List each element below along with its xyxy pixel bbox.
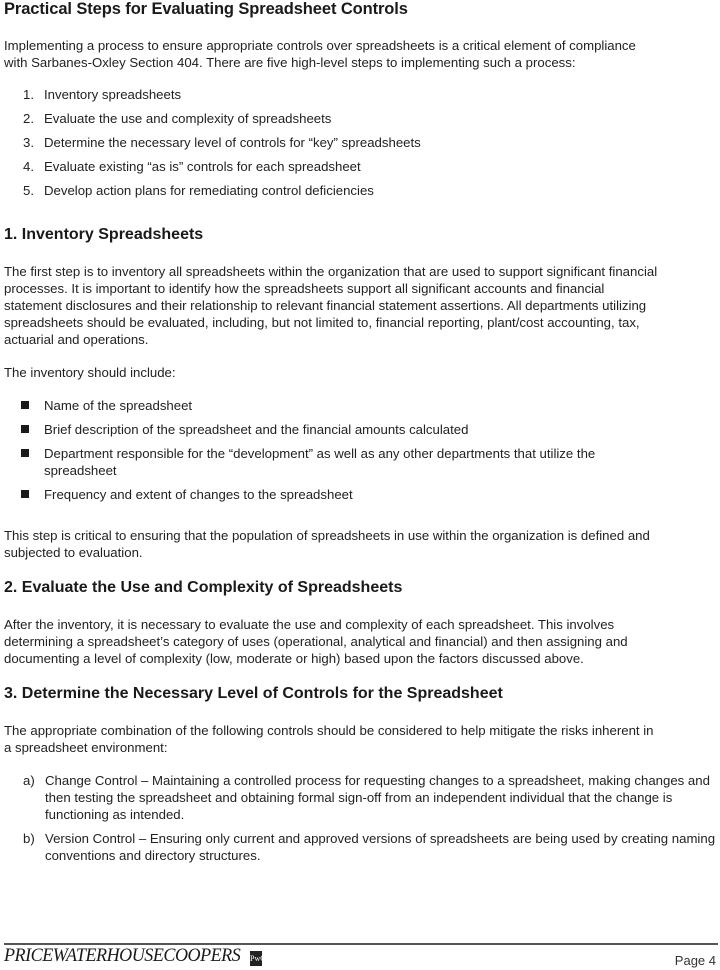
list-item-text: Change Control – Maintaining a controlled process for requesting changes to a spreadsheet, making changes and then testing the spreadsheet and obtaining formal sign-off from an independent individual that the change is functioning as intended. (45, 773, 710, 822)
intro-paragraph (4, 37, 720, 71)
square-bullet-icon (21, 425, 29, 433)
inventory-include-label: The inventory should include: (4, 365, 176, 380)
text-line: processes. It is important to identify how the spreadsheets support all significant accounts and financial (4, 281, 605, 296)
section1-closing (4, 527, 720, 561)
list-item-text: Inventory spreadsheets (44, 87, 182, 102)
page-number: Page 4 (674, 953, 716, 968)
list-item (23, 158, 421, 182)
text-line: Implementing a process to ensure appropriate controls over spreadsheets is a critical element of compliance (4, 38, 636, 53)
page-title: Practical Steps for Evaluating Spreadsheet Controls (4, 0, 408, 18)
text-line: spreadsheets should be evaluated, including, but not limited to, financial reporting, plant/cost accounting, tax, (4, 315, 640, 330)
text-line: a spreadsheet environment: (4, 740, 168, 755)
list-item (23, 86, 421, 110)
company-logo: PRICEWATERHOUSECOOPERS (4, 945, 241, 966)
text-line: subjected to evaluation. (4, 545, 143, 560)
square-bullet-icon (21, 401, 29, 409)
inventory-bullets (21, 397, 711, 510)
list-item (23, 772, 720, 823)
list-label: b) (23, 831, 35, 846)
text-line: The appropriate combination of the following controls should be considered to help mitigate the risks inherent in (4, 723, 654, 738)
section3-paragraph (4, 722, 720, 756)
list-label: a) (23, 773, 35, 788)
list-item (21, 445, 711, 479)
text-line: determining a spreadsheet’s category of uses (operational, analytical and financial) and then assigning and (4, 634, 628, 649)
list-item (23, 134, 421, 158)
text-line: actuarial and operations. (4, 332, 149, 347)
list-item (21, 421, 711, 438)
text-line: After the inventory, it is necessary to evaluate the use and complexity of each spreadsheet. This involves (4, 617, 615, 632)
list-item-text: Evaluate the use and complexity of spreadsheets (44, 111, 332, 126)
list-item-text: Frequency and extent of changes to the spreadsheet (44, 487, 353, 502)
steps-list (23, 86, 421, 206)
list-number: 2. (23, 111, 34, 126)
list-number: 3. (23, 135, 34, 150)
list-item-text: Version Control – Ensuring only current and approved versions of spreadsheets are being used by creating naming conventions and directory structures. (45, 831, 716, 863)
list-item (23, 110, 421, 134)
square-bullet-icon (21, 490, 29, 498)
section1-paragraph (4, 263, 720, 348)
list-item-text: Name of the spreadsheet (44, 398, 193, 413)
list-item (21, 486, 711, 503)
controls-list (23, 772, 720, 871)
section2-paragraph (4, 616, 720, 667)
list-item (23, 830, 720, 864)
list-number: 4. (23, 159, 34, 174)
list-item-text: Determine the necessary level of controls for “key” spreadsheets (44, 135, 421, 150)
section-heading-evaluate: 2. Evaluate the Use and Complexity of Spreadsheets (4, 579, 403, 596)
section-heading-inventory: 1. Inventory Spreadsheets (4, 226, 204, 243)
text-line: documenting a level of complexity (low, moderate or high) based upon the factors discussed above. (4, 651, 584, 666)
section-heading-controls: 3. Determine the Necessary Level of Controls for the Spreadsheet (4, 685, 503, 702)
list-number: 1. (23, 87, 34, 102)
list-item-text: Evaluate existing “as is” controls for each spreadsheet (44, 159, 361, 174)
text-line: statement disclosures and their relationship to relevant financial statement assertions. All departments utilizing (4, 298, 647, 313)
text-line: The first step is to inventory all spreadsheets within the organization that are used to support significant financial (4, 264, 658, 279)
list-item-text: Develop action plans for remediating control deficiencies (44, 183, 374, 198)
list-item (23, 182, 421, 206)
list-item-text: Department responsible for the “development” as well as any other departments that utilize the spreadsheet (44, 446, 596, 478)
list-item-text: Brief description of the spreadsheet and the financial amounts calculated (44, 422, 469, 437)
list-item (21, 397, 711, 414)
text-line: This step is critical to ensuring that the population of spreadsheets in use within the organization is defined and (4, 528, 650, 543)
square-bullet-icon (21, 449, 29, 457)
text-line: with Sarbanes-Oxley Section 404. There are five high-level steps to implementing such a process: (4, 55, 576, 70)
list-number: 5. (23, 183, 34, 198)
logo-mark-icon: PwC (250, 951, 262, 966)
